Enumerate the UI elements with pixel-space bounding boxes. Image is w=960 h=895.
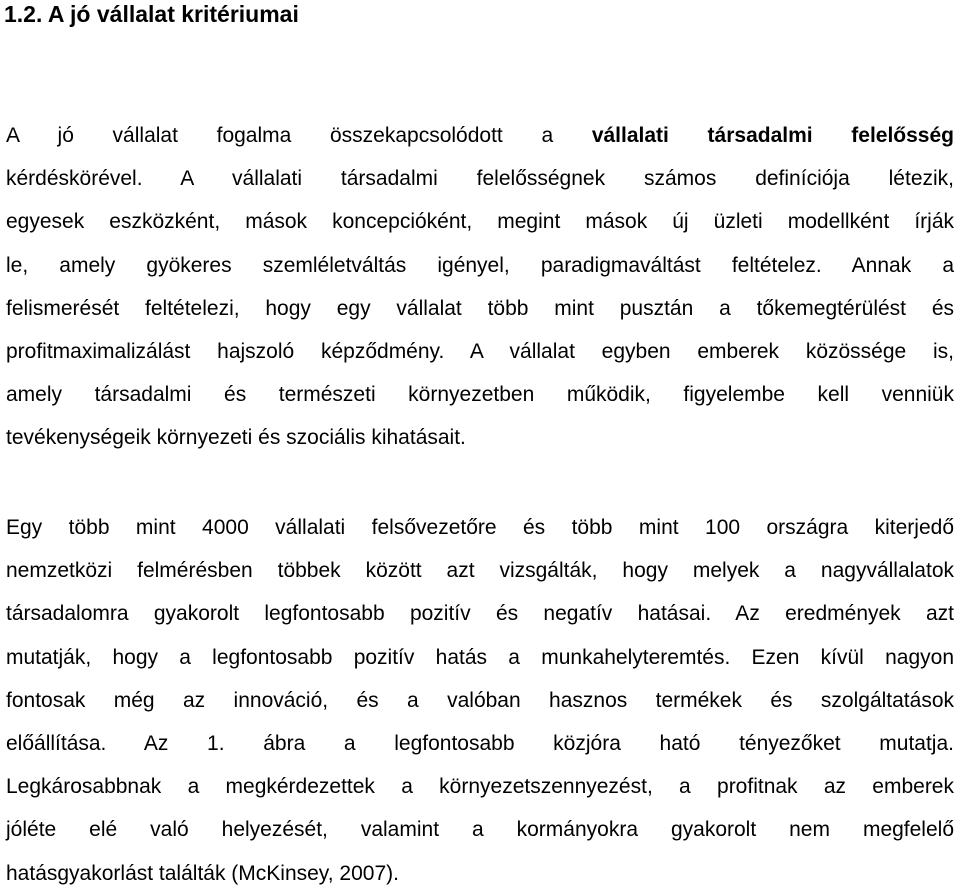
paragraph-line [6, 200, 954, 243]
line-text: Egy több mint 4000 vállalati felsővezetőre és több mint 100 országra kiterjedő [6, 516, 954, 539]
paragraph-line [6, 808, 954, 851]
line-text: kérdéskörével. A vállalati társadalmi felelősségnek számos definíciója létezik, [6, 167, 954, 191]
paragraph-line [6, 679, 954, 722]
paragraph-line [6, 330, 954, 373]
line-text: le, amely gyökeres szemléletváltás igényel, paradigmaváltást feltételez. Annak a [6, 253, 954, 277]
paragraph-line [6, 592, 954, 635]
paragraph-line [6, 636, 954, 679]
paragraph-line [6, 287, 954, 330]
paragraph-line [6, 244, 954, 287]
paragraph-line [6, 506, 954, 549]
line-text: Legkárosabbnak a megkérdezettek a környezetszennyezést, a profitnak az emberek [6, 775, 954, 799]
line-text: felismerését feltételezi, hogy egy vállalat több mint pusztán a tőkemegtérülést és [6, 296, 954, 320]
line-text: jóléte elé való helyezését, valamint a kormányokra gyakorolt nem megfelelő [6, 818, 954, 842]
paragraph-line [6, 722, 954, 765]
paragraph-line [6, 416, 954, 459]
line-text: előállítása. Az 1. ábra a legfontosabb közjóra ható tényezőket mutatja. [6, 732, 954, 756]
section-heading: 1.2. A jó vállalat kritériumai [4, 1, 299, 27]
line-text: tevékenységeik környezeti és szociális kihatásait. [6, 426, 466, 450]
line-text: társadalomra gyakorolt legfontosabb pozitív és negatív hatásai. Az eredmények azt [6, 602, 954, 626]
line-text: hatásgyakorlást találták (McKinsey, 2007). [6, 861, 399, 885]
line-text: A jó vállalat fogalma összekapcsolódott a [6, 124, 592, 147]
line-text: profitmaximalizálást hajszoló képződmény. A vállalat egyben emberek közössége is, [6, 340, 954, 364]
paragraph-1 [6, 114, 954, 460]
paragraph-line [6, 765, 954, 808]
line-text: mutatják, hogy a legfontosabb pozitív hatás a munkahelyteremtés. Ezen kívül nagyon [6, 645, 954, 669]
bold-term: vállalati társadalmi felelősség [591, 124, 954, 147]
paragraph-line [6, 114, 954, 157]
paragraph-line [6, 373, 954, 416]
line-text: amely társadalmi és természeti környezetben működik, figyelembe kell venniük [6, 383, 954, 407]
line-text: fontosak még az innováció, és a valóban hasznos termékek és szolgáltatások [6, 688, 954, 712]
line-text: nemzetközi felmérésben többek között azt vizsgálták, hogy melyek a nagyvállalatok [6, 559, 954, 583]
paragraph-2 [6, 506, 954, 895]
paragraph-line [6, 852, 954, 895]
paragraph-line [6, 549, 954, 592]
line-text: egyesek eszközként, mások koncepcióként, megint mások új üzleti modellként írják [6, 210, 954, 234]
paragraph-line [6, 157, 954, 200]
